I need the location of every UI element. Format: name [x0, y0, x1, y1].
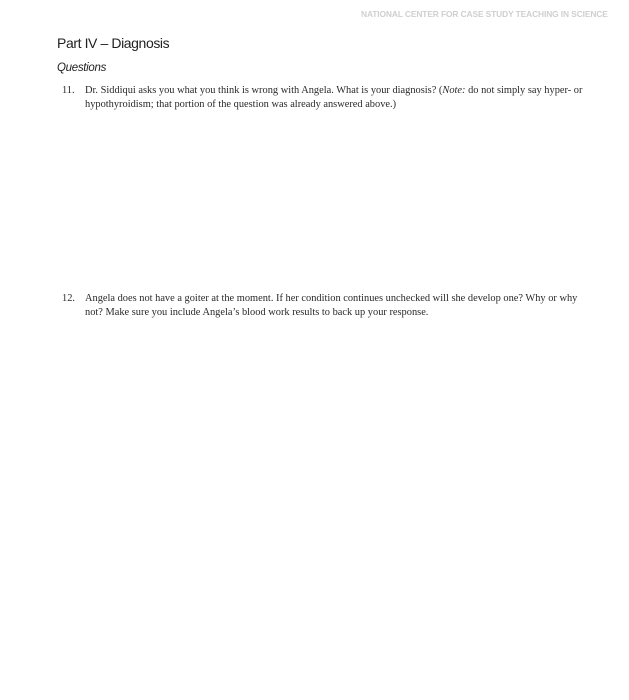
- note-label: Note:: [442, 85, 466, 96]
- part-title: Part IV – Diagnosis: [57, 35, 170, 51]
- question-text: [85, 84, 592, 112]
- question-11: [62, 84, 592, 112]
- answer-space-12[interactable]: [85, 326, 585, 666]
- question-12: [62, 292, 592, 320]
- running-header: NATIONAL CENTER FOR CASE STUDY TEACHING IN SCIENCE: [361, 9, 608, 19]
- question-text-part: Dr. Siddiqui asks you what you think is wrong with Angela. What is your diagnosis? (: [85, 85, 443, 96]
- question-text: Angela does not have a goiter at the moment. If her condition continues unchecked will she develop one? Why or why not? Make sure you include Angela’s blood work results to back up your response.: [85, 293, 578, 318]
- question-number: 12.: [62, 293, 75, 304]
- question-number: 11.: [62, 85, 75, 96]
- answer-space-11[interactable]: [85, 118, 585, 278]
- question-text-part: do not simply say hyper- or hypothyroidism; that portion of the question was already answered above.): [85, 85, 583, 110]
- section-label-questions: Questions: [57, 62, 107, 74]
